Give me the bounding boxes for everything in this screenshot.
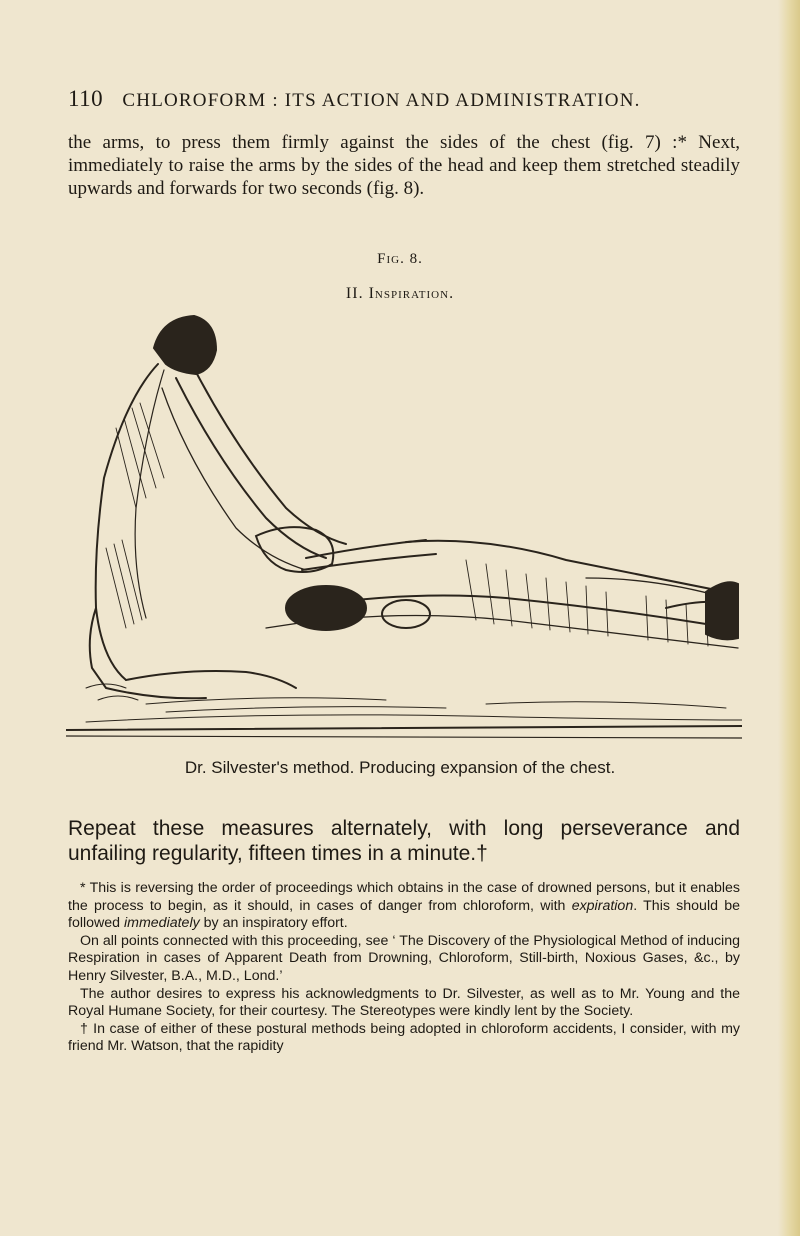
figure-subtitle: II. Inspiration. [345, 285, 455, 302]
figure-caption: Dr. Silvester's method. Producing expansion of the chest. [184, 758, 616, 777]
body-paragraph-2: Repeat these measures alternately, with long perseverance and unfailing regularity, fifteen times in a minute.† [68, 817, 740, 865]
footnote-1-text-b: . This should be followed [68, 897, 740, 932]
footnote-4: † In case of either of these postural methods being adopted in chloroform accidents, I consider, with my friend Mr. Watson, that the rapidity [68, 1020, 740, 1055]
footnote-3: The author desires to express his acknowledgments to Dr. Silvester, as well as to Mr. Young and the Royal Humane Society, for their courtesy. The Stereotypes were kindly lent by the Society. [68, 985, 740, 1020]
figure-label: Fig. 8. [377, 251, 423, 267]
footnote-1 [68, 880, 740, 933]
footnote-1-emphasis-a: expiration [571, 897, 634, 914]
running-header [68, 86, 748, 112]
page-edge [778, 0, 800, 1236]
footnotes [68, 880, 740, 1056]
footnote-2: On all points connected with this proceeding, see ‘ The Discovery of the Physiological Method of inducing Respiration in cases of Apparent Death from Drowning, Chloroform, Still-birth, Noxious Gases, &c., by Henry Silvester, B.A., M.D., Lond.’ [68, 932, 740, 984]
footnote-1-text-a: * This is reversing the order of proceedings which obtains in the case of drowned persons, but it enables the process to begin, as it should, in cases of danger from chloroform, with [68, 880, 740, 914]
body-paragraph-1: the arms, to press them firmly against the sides of the chest (fig. 7) :* Next, immediately to raise the arms by the sides of the head and keep them stretched steadily upwards and forwards for two seconds (fig. 8). [68, 132, 740, 199]
footnote-1-emphasis-b: immediately [124, 915, 200, 932]
page-number: 110 [68, 86, 104, 111]
figure-illustration [66, 308, 742, 748]
running-title: CHLOROFORM : ITS ACTION AND ADMINISTRATION. [122, 90, 641, 111]
footnote-1-text-c: by an inspiratory effort. [199, 915, 348, 932]
